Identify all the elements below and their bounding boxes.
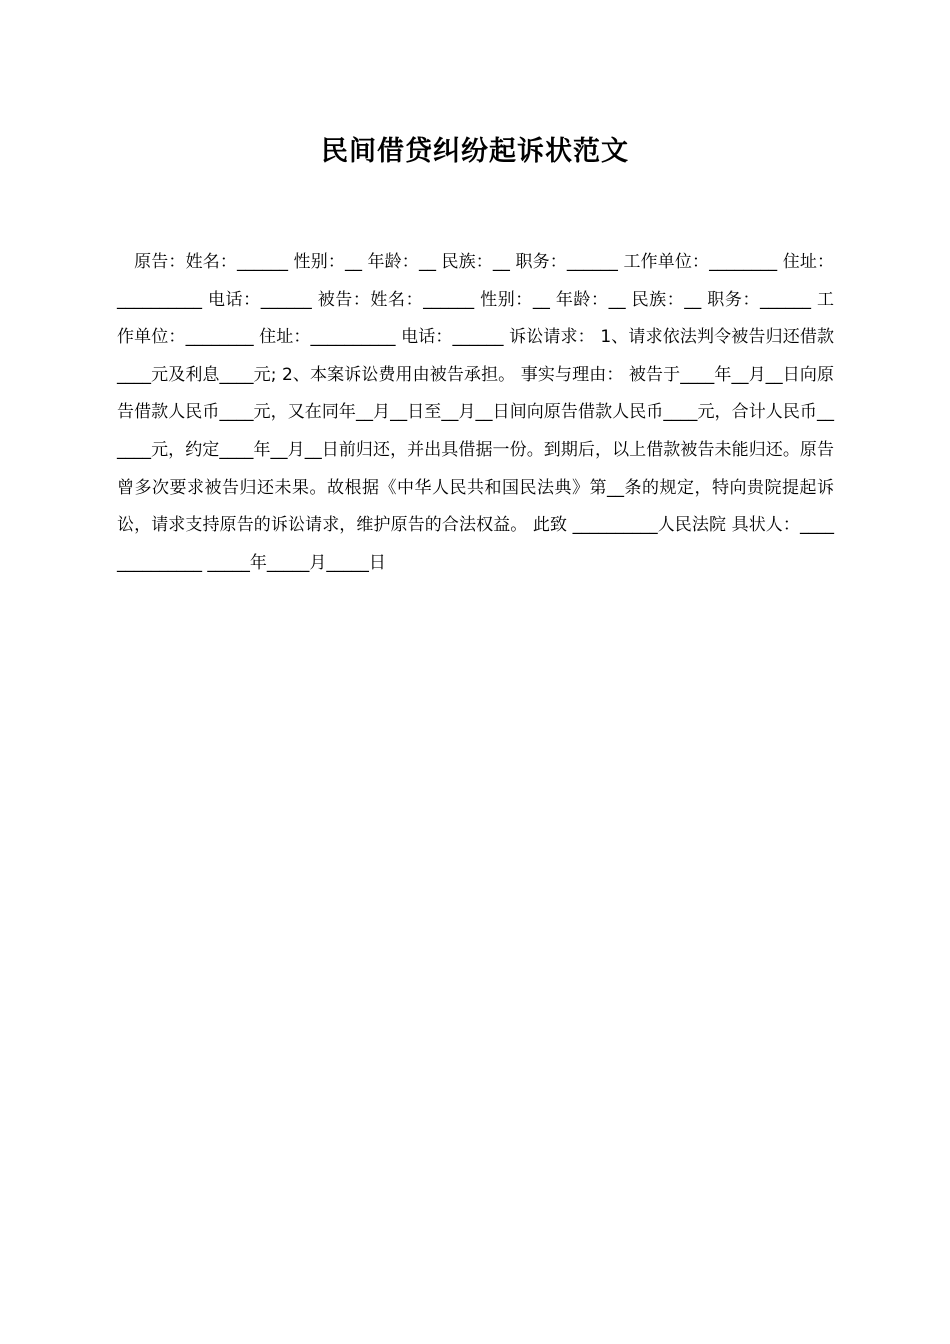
document-title: 民间借贷纠纷起诉状范文 <box>321 136 629 167</box>
document-body-paragraph: 原告：姓名：______ 性别：__ 年龄：__ 民族：__ 职务：______ 工作单位：________ 住址：__________ 电话：______ 被告：姓名：______ 性别：__ 年龄：__ 民族：__ 职务：______ 工作单位：________ 住址：__________ 电话：______ 诉讼请求： 1、请求依法判令被告归还借款____元及利息____元; 2、本案诉讼费用由被告承担。 事实与理由： 被告于____年__月__日向原告借款人民币____元，又在同年__月__日至__月__日间向原告借款人民币____元，合计人民币______元，约定____年__月__日前归还，并出具借据一份。到期后，以上借款被告未能归还。原告曾多次要求被告归还未果。故根据《中华人民共和国民法典》第__条的规定，特向贵院提起诉讼，请求支持原告的诉讼请求，维护原告的合法权益。 此致 __________人民法院 具状人：______________ _____年_____月_____日 <box>117 252 834 573</box>
